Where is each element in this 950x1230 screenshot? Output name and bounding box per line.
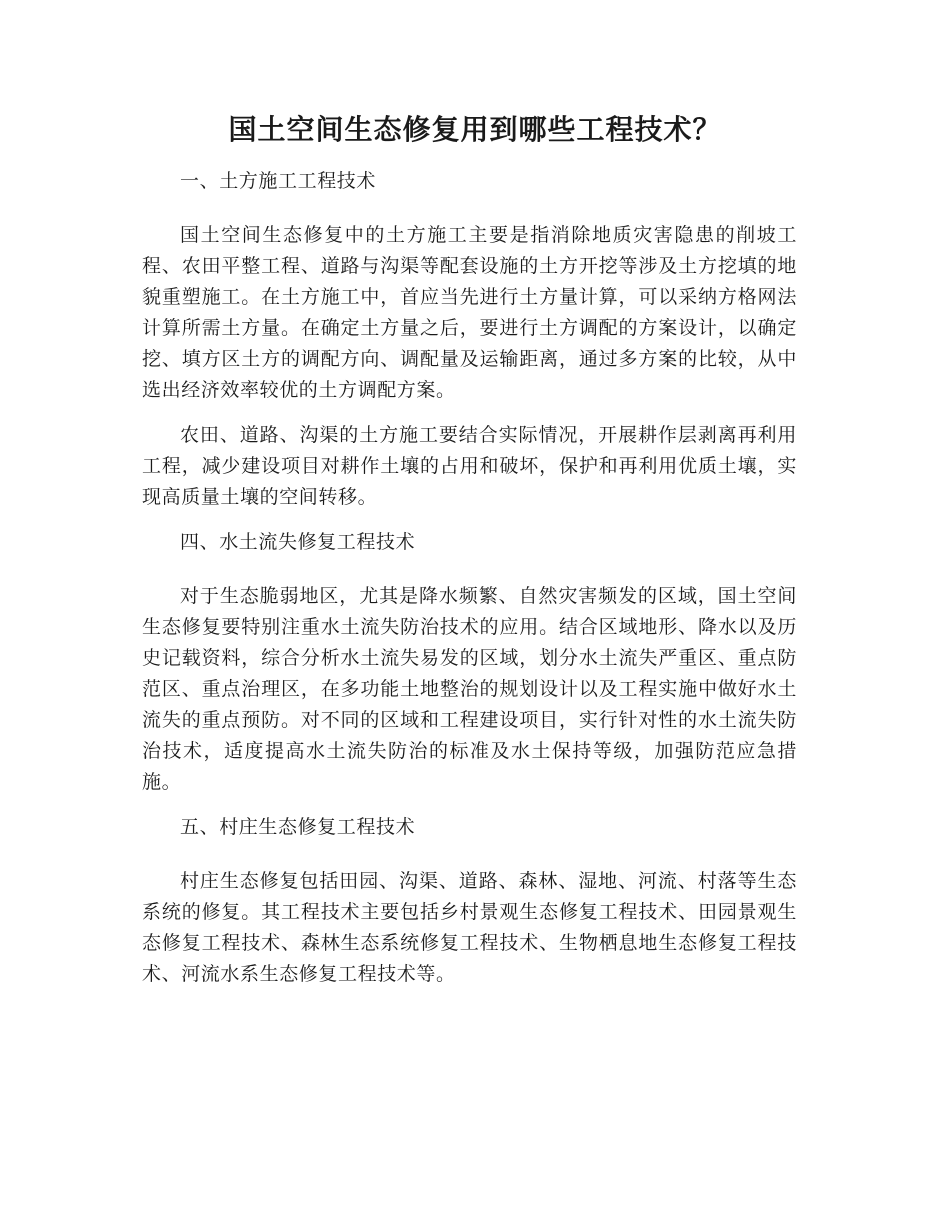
paragraph: 国土空间生态修复中的土方施工主要是指消除地质灾害隐患的削坡工程、农田平整工程、道路与沟渠等配套设施的土方开挖等涉及土方挖填的地貌重塑施工。在土方施工中，首应当先进行土方量计算，可以采纳方格网法计算所需土方量。在确定土方量之后，要进行土方调配的方案设计，以确定挖、填方区土方的调配方向、调配量及运输距离，通过多方案的比较，从中选出经济效率较优的土方调配方案。 [142, 224, 797, 401]
section-heading: 一、土方施工工程技术 [180, 170, 377, 192]
section-heading: 四、水土流失修复工程技术 [180, 531, 416, 553]
document-title: 国土空间生态修复用到哪些工程技术？ [228, 113, 722, 146]
section-soil-erosion [142, 527, 797, 798]
section-earthwork [142, 166, 797, 513]
section-heading: 五、村庄生态修复工程技术 [180, 816, 416, 838]
paragraph: 对于生态脆弱地区，尤其是降水频繁、自然灾害频发的区域，国土空间生态修复要特别注重水土流失防治技术的应用。结合区域地形、降水以及历史记载资料，综合分析水土流失易发的区域，划分水土流失严重区、重点防范区、重点治理区，在多功能土地整治的规划设计以及工程实施中做好水土流失的重点预防。对不同的区域和工程建设项目，实行针对性的水土流失防治技术，适度提高水土流失防治的标准及水土保持等级，加强防范应急措施。 [142, 585, 797, 793]
paragraph: 农田、道路、沟渠的土方施工要结合实际情况，开展耕作层剥离再利用工程，减少建设项目对耕作土壤的占用和破坏，保护和再利用优质土壤，实现高质量土壤的空间转移。 [142, 424, 797, 508]
section-village [142, 812, 797, 990]
paragraph: 村庄生态修复包括田园、沟渠、道路、森林、湿地、河流、村落等生态系统的修复。其工程技术主要包括乡村景观生态修复工程技术、田园景观生态修复工程技术、森林生态系统修复工程技术、生物栖息地生态修复工程技术、河流水系生态修复工程技术等。 [142, 870, 797, 985]
document-body [142, 166, 797, 990]
